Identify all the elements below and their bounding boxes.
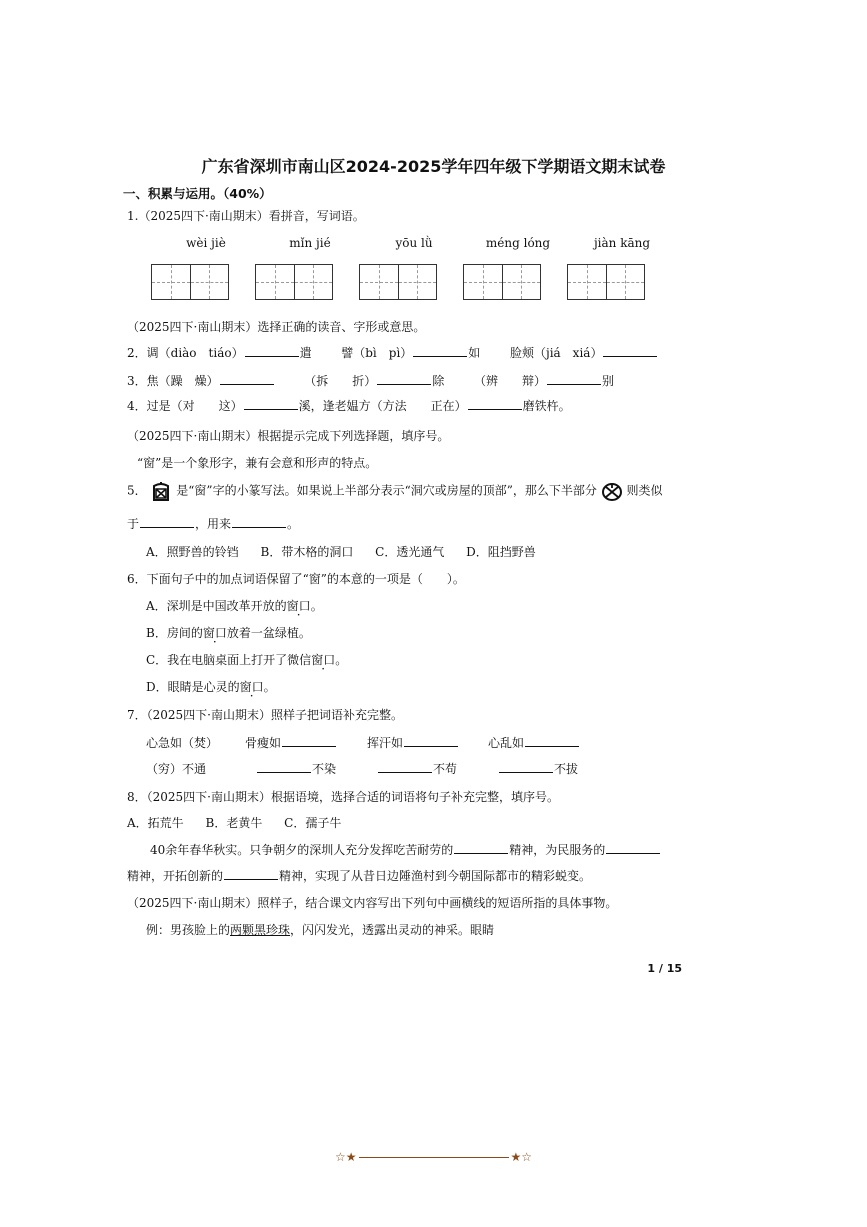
q8-text: 精神，为民服务的 — [509, 843, 606, 857]
option-c[interactable]: C．透光通气 — [375, 545, 445, 559]
answer-blank[interactable] — [220, 372, 274, 385]
question-8-prompt: 8．（2025四下·南山期末）根据语境，选择合适的词语将句子补充完整，填序号。 — [127, 790, 559, 804]
q6-option-text: C．我在电脑桌面上打开了微信 — [146, 653, 312, 667]
answer-blank[interactable] — [377, 372, 431, 385]
q5-line2-mid: ，用来 — [195, 517, 232, 531]
page-title: 广东省深圳市南山区2024-2025学年四年级下学期语文期末试卷 — [201, 157, 666, 176]
q6-option-d[interactable] — [146, 678, 276, 695]
q7-word: 心乱如 — [488, 736, 525, 750]
answer-blank[interactable] — [140, 515, 194, 528]
pinyin-5: jiàn kāng — [593, 236, 651, 250]
q3-a-pre: 3．焦（躁 燥） — [127, 374, 219, 388]
section-heading-1: 一、积累与运用。（40%） — [123, 186, 272, 201]
option-b[interactable]: B．老黄牛 — [205, 816, 263, 830]
answer-blank[interactable] — [245, 344, 299, 357]
q5-line2-end: 。 — [287, 517, 300, 531]
q6-option-text: 。 — [310, 599, 323, 613]
q8-text: 40余年春华秋实。只争朝夕的深圳人充分发挥吃苦耐劳的 — [150, 843, 454, 857]
q2-a-pre: 2．调（diào tiáo） — [127, 346, 244, 360]
footer-rule — [359, 1157, 509, 1158]
answer-blank[interactable] — [603, 344, 657, 357]
q6-option-c[interactable] — [146, 651, 347, 668]
writing-grid-3[interactable] — [359, 264, 437, 300]
answer-blank[interactable] — [499, 760, 553, 773]
question-5 — [127, 480, 663, 502]
pinyin-4: méng lóng — [485, 236, 551, 250]
answer-blank[interactable] — [413, 344, 467, 357]
q2-a-post: 遣 — [299, 346, 312, 360]
answer-blank[interactable] — [525, 734, 579, 747]
q7-row1-item4 — [488, 734, 580, 751]
q3-c-pre: （辨 辩） — [473, 374, 546, 388]
writing-grid-5[interactable] — [567, 264, 645, 300]
answer-blank[interactable] — [282, 734, 336, 747]
example-text: 例：男孩脸上的 — [146, 923, 231, 937]
q7-row1-item3 — [367, 734, 459, 751]
q6-option-text: A．深圳是中国改革开放的 — [146, 599, 287, 613]
question-4 — [127, 397, 571, 414]
q7-word: 不染 — [312, 762, 337, 776]
example-text: ，闪闪发光，透露出灵动的神采。眼睛 — [290, 923, 495, 937]
dotted-word: 窗口 — [239, 680, 264, 694]
option-d[interactable]: D．阻挡野兽 — [466, 545, 536, 559]
answer-blank[interactable] — [606, 841, 660, 854]
q5-number: 5． — [127, 483, 147, 498]
intro-window: （2025四下·南山期末）根据提示完成下列选择题，填序号。 — [127, 429, 450, 443]
answer-blank[interactable] — [468, 397, 522, 410]
option-a[interactable]: A．拓荒牛 — [127, 816, 184, 830]
answer-blank[interactable] — [232, 515, 286, 528]
q3-c-post: 别 — [602, 374, 615, 388]
example-sentence — [146, 921, 494, 938]
option-a[interactable]: A．照野兽的铃铛 — [146, 545, 239, 559]
q4-mid: 溪，逢老媪方（方法 正在） — [298, 399, 467, 413]
seal-script-window-icon — [150, 480, 172, 502]
dotted-word: 窗口 — [311, 653, 336, 667]
question-5-line2 — [127, 515, 299, 532]
q6-option-a[interactable] — [146, 597, 323, 614]
answer-blank[interactable] — [404, 734, 458, 747]
q6-option-text: 。 — [335, 653, 348, 667]
option-b[interactable]: B．带木格的洞口 — [260, 545, 354, 559]
pinyin-1: wèi jiè — [186, 236, 226, 250]
pinyin-2: mǐn jié — [289, 236, 331, 250]
q3-b-post: 除 — [432, 374, 445, 388]
q6-option-b[interactable] — [146, 624, 311, 641]
q3-b-pre: （拆 折） — [304, 374, 377, 388]
answer-blank[interactable] — [224, 867, 278, 880]
q7-word: 骨瘦如 — [245, 736, 282, 750]
answer-blank[interactable] — [244, 397, 298, 410]
intro-example: （2025四下·南山期末）照样子，结合课文内容写出下列句中画横线的短语所指的具体事物。 — [127, 896, 618, 910]
q7-row1-item1: 心急如（焚） — [146, 736, 219, 750]
q6-option-text: D．眼睛是心灵的 — [146, 680, 240, 694]
q7-word: 不拔 — [554, 762, 579, 776]
footer-stars-right: ★☆ — [510, 1150, 533, 1164]
answer-blank[interactable] — [547, 372, 601, 385]
writing-grid-2[interactable] — [255, 264, 333, 300]
question-8-options — [127, 814, 341, 831]
footer-stars-left: ☆★ — [334, 1150, 357, 1164]
pinyin-3: yōu lǜ — [395, 236, 433, 250]
q7-word: 不苟 — [433, 762, 458, 776]
page-number: 1 / 15 — [647, 962, 682, 975]
option-c[interactable]: C．孺子牛 — [284, 816, 342, 830]
question-2 — [127, 344, 658, 361]
q8-text: 精神，实现了从昔日边陲渔村到今朝国际都市的精彩蜕变。 — [279, 869, 592, 883]
question-1-prompt: 1.（2025四下·南山期末）看拼音，写词语。 — [127, 209, 365, 223]
q2-b-pre: 譬（bì pì） — [341, 346, 413, 360]
question-7-prompt: 7．（2025四下·南山期末）照样子把词语补充完整。 — [127, 708, 403, 722]
q4-pre: 4．过是（对 这） — [127, 399, 243, 413]
window-description: “窗”是一个象形字，兼有会意和形声的特点。 — [137, 456, 378, 470]
question-6-prompt: 6．下面句子中的加点词语保留了“窗”的本意的一项是（ ）。 — [127, 572, 465, 586]
q6-option-text: 。 — [263, 680, 276, 694]
q2-b-post: 如 — [468, 346, 481, 360]
answer-blank[interactable] — [378, 760, 432, 773]
q5-mid: 是“窗”字的小篆写法。如果说上半部分表示“洞穴或房屋的顶部”，那么下半部分 — [176, 483, 597, 498]
question-5-options — [146, 543, 536, 560]
q6-option-text: 放着一盆绿植。 — [226, 626, 311, 640]
answer-blank[interactable] — [454, 841, 508, 854]
answer-blank[interactable] — [257, 760, 311, 773]
q5-post: 则类似 — [626, 483, 663, 498]
q4-post: 磨铁杵。 — [522, 399, 571, 413]
q8-text: 精神，开拓创新的 — [127, 869, 224, 883]
writing-grid-4[interactable] — [463, 264, 541, 300]
q8-paragraph-line1 — [150, 841, 661, 858]
footer-decoration — [0, 1150, 867, 1164]
q2-c-pre: 脸颊（jiá xiá） — [509, 346, 603, 360]
q6-option-text: B．房间的 — [146, 626, 203, 640]
seal-script-lower-part-icon — [601, 480, 623, 502]
writing-grid-1[interactable] — [151, 264, 229, 300]
q7-row2-item3 — [377, 760, 457, 777]
dotted-word: 窗口 — [286, 599, 311, 613]
dotted-word: 窗口 — [202, 626, 227, 640]
q7-row2-item1: （穷）不通 — [146, 762, 207, 776]
q7-row1-item2 — [245, 734, 337, 751]
q7-row2-item4 — [498, 760, 578, 777]
q7-row2-item2 — [256, 760, 336, 777]
intro-choose: （2025四下·南山期末）选择正确的读音、字形或意思。 — [127, 320, 426, 334]
q7-word: 挥汗如 — [367, 736, 404, 750]
q8-paragraph-line2 — [127, 867, 591, 884]
q5-line2-pre: 于 — [127, 517, 140, 531]
question-3 — [127, 372, 614, 389]
underlined-phrase: 两颗黑珍珠 — [230, 923, 291, 937]
